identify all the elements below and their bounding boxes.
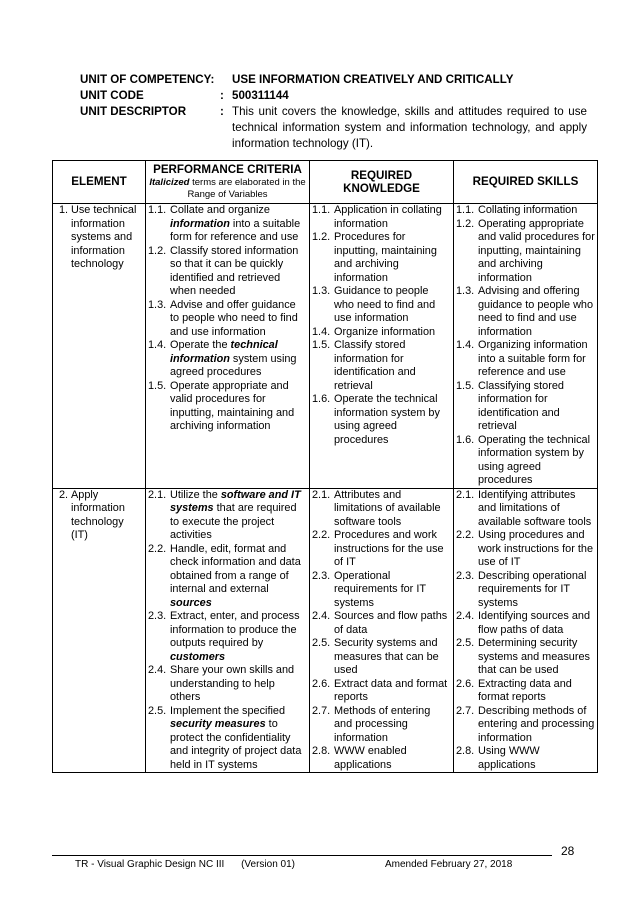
performance-criteria-title: PERFORMANCE CRITERIA [153,163,302,177]
criteria-item [148,705,307,773]
element-cell [53,204,146,489]
item-text: Security systems and measures that can be used [334,637,439,676]
range-term: technical information [170,339,278,365]
knowledge-item [312,529,451,570]
knowledge-item [312,339,451,393]
item-number: 2.5. [148,704,167,717]
knowledge-item [312,570,451,611]
item-number: 2.3. [456,569,475,582]
unit-of-competency-label: UNIT OF COMPETENCY: [80,73,215,86]
text-run: Operate appropriate and valid procedures for inputting, maintaining and archiving information [170,379,295,432]
item-number: 1.2. [312,231,331,243]
skills-item [456,380,595,434]
skills-item [456,570,595,611]
header-element: ELEMENT [53,161,146,204]
item-text: Collating information [478,204,578,216]
item-text: Organizing information into a suitable form for reference and use [478,339,588,378]
header-performance-criteria [146,161,310,204]
knowledge-item [312,285,451,326]
item-number: 1.5. [456,379,475,392]
text-run: Collate and organize [170,204,270,216]
text-run: Classify stored information so that it can be quickly identified and retrieved when needed [170,244,299,297]
item-number: 1.4. [456,339,475,351]
item-number: 2.4. [312,610,331,622]
italicized-word: Italicized [149,176,190,188]
unit-descriptor-label: UNIT DESCRIPTOR [80,105,187,118]
skills-item [456,610,595,637]
skills-item [456,204,595,218]
table-body [53,204,598,773]
item-text: Using procedures and work instructions for the use of IT [478,529,594,568]
skills-item [456,489,595,530]
item-number: 1.1. [148,204,167,216]
footer-divider [52,855,552,856]
text-run: into a suitable form for reference and use [170,217,301,243]
text-run: Operate the [170,339,231,351]
range-term: customers [170,650,226,663]
table-row [53,488,598,773]
item-text: Using WWW applications [478,745,540,771]
footer-version: (Version 01) [241,859,296,870]
colon: : [220,89,224,102]
item-number: 1.3. [148,298,167,311]
item-text: Extract data and format reports [334,677,448,703]
text-run: to protect the confidentiality and integrity of project data held in IT systems [170,718,302,771]
knowledge-item [312,745,451,772]
criteria-item [148,245,307,299]
header-required-knowledge: REQUIRED KNOWLEDGE [310,161,454,204]
item-text: Procedures and work instructions for the use of IT [334,529,444,568]
text-run: Utilize the [170,488,221,501]
item-number: 2.2. [312,529,331,541]
item-number: 1.2. [148,244,167,257]
item-text: Guidance to people who need to find and use information [334,285,436,324]
unit-of-competency-value: USE INFORMATION CREATIVELY AND CRITICALLY [232,73,514,86]
knowledge-item [312,326,451,340]
knowledge-item [312,637,451,678]
item-text [148,380,307,434]
item-text [148,489,307,543]
item-number: 1.6. [312,393,331,405]
item-text [148,610,307,664]
item-text: Methods of entering and processing information [334,704,431,744]
footer-doc-info [75,859,309,870]
item-number: 1.1. [456,204,475,216]
item-number: 2.4. [148,664,167,676]
item-number: 2.7. [456,704,475,717]
criteria-item [148,543,307,611]
item-text [148,299,307,340]
skills-item [456,218,595,286]
page-number: 28 [561,844,575,858]
skills-item [456,339,595,380]
item-text [148,245,307,299]
item-number: 1.1. [312,204,331,216]
item-number: 2.2. [456,529,475,541]
table-row [53,204,598,489]
item-text [148,705,307,773]
element-text: Use technical information systems and information technology [71,204,137,270]
item-number: 2.5. [312,637,331,649]
item-number: 2.1. [456,488,475,501]
colon: : [220,105,224,118]
knowledge-item [312,489,451,530]
item-text: Attributes and limitations of available software tools [334,488,441,528]
range-term: sources [170,596,212,609]
item-text: WWW enabled applications [334,745,407,771]
item-number: 2.3. [312,569,331,582]
knowledge-item [312,393,451,447]
item-text [148,204,307,245]
criteria-item [148,610,307,664]
range-term: information [170,217,230,230]
competency-table [52,160,598,773]
knowledge-item [312,705,451,746]
text-run: Share your own skills and understanding to help others [170,664,295,703]
unit-header [80,72,590,152]
item-text: Extracting data and format reports [478,677,572,703]
criteria-item [148,489,307,543]
item-text: Describing operational requirements for IT systems [478,569,587,609]
performance-criteria-note [148,177,307,201]
item-number: 2.1. [312,488,331,501]
item-number: 2.5. [456,637,475,649]
criteria-item [148,664,307,705]
element-cell [53,488,146,773]
element-text: Apply information technology (IT) [71,488,125,541]
skills-item [456,529,595,570]
item-number: 2.1. [148,488,167,501]
knowledge-cell [310,204,454,489]
knowledge-item [312,204,451,231]
note-rest: terms are elaborated in the Range of Variables [187,176,306,200]
knowledge-item [312,231,451,285]
text-run: system using agreed procedures [170,352,297,378]
item-text: Classify stored information for identification and retrieval [334,339,416,392]
criteria-cell [146,488,310,773]
range-term: security measures [170,718,266,730]
text-run: Advise and offer guidance to people who need to find and use information [170,298,298,338]
unit-descriptor-value: This unit covers the knowledge, skills and attitudes required to use technical information system and information technology, and apply information technology (IT). [232,105,587,150]
item-number: 2.8. [312,745,331,757]
text-run: Handle, edit, format and check information and data obtained from a range of internal and external [170,542,301,595]
item-text: Procedures for inputting, maintaining and archiving information [334,231,437,284]
item-number: 1.5. [148,379,167,392]
criteria-item [148,204,307,245]
item-number: 2.2. [148,542,167,555]
item-text: Application in collating information [334,204,442,230]
item-text: Classifying stored information for identification and retrieval [478,379,564,432]
item-number: 1.2. [456,217,475,230]
item-number: 1.5. [312,339,331,351]
criteria-cell [146,204,310,489]
item-number: 2.4. [456,610,475,622]
text-run: that are required to execute the project activities [170,502,297,541]
knowledge-cell [310,488,454,773]
skills-item [456,637,595,678]
item-number: 1.3. [312,285,331,297]
item-number: 2.7. [312,704,331,717]
item-text: Describing methods of entering and processing information [478,704,595,744]
element-number: 1. [59,204,69,216]
skills-cell [454,488,598,773]
skills-item [456,678,595,705]
item-text: Identifying sources and flow paths of data [478,610,591,636]
item-text [148,664,307,705]
criteria-item [148,380,307,434]
footer-amended: Amended February 27, 2018 [385,859,513,870]
element-number: 2. [59,488,69,501]
item-text: Operational requirements for IT systems [334,569,426,609]
skills-item [456,745,595,772]
criteria-item [148,299,307,340]
text-run: Implement the specified [170,704,286,717]
criteria-item [148,339,307,380]
item-text: Operating the technical information system by using agreed procedures [478,433,591,486]
item-text [148,339,307,380]
skills-item [456,705,595,746]
header-required-skills: REQUIRED SKILLS [454,161,598,204]
unit-code-label: UNIT CODE [80,89,144,102]
knowledge-item [312,610,451,637]
range-term: software and IT systems [170,488,301,514]
item-text: Sources and flow paths of data [334,610,448,636]
item-text: Operate the technical information system by using agreed procedures [334,393,440,446]
skills-cell [454,204,598,489]
skills-item [456,434,595,488]
item-number: 2.8. [456,745,475,757]
item-text: Operating appropriate and valid procedures for inputting, maintaining and archiving information [478,217,595,284]
item-text: Identifying attributes and limitations of available software tools [478,488,592,528]
item-number: 2.3. [148,610,167,622]
item-text [148,543,307,611]
item-number: 1.4. [312,325,331,338]
item-number: 1.6. [456,433,475,446]
footer-doc-title: TR - Visual Graphic Design NC III [75,859,225,870]
text-run: Extract, enter, and process information to produce the outputs required by [170,610,300,649]
knowledge-item [312,678,451,705]
item-number: 2.6. [312,677,331,690]
unit-code-value: 500311144 [232,89,289,102]
item-text: Determining security systems and measures that can be used [478,637,590,676]
item-number: 2.6. [456,677,475,690]
item-number: 1.4. [148,339,167,351]
item-text: Organize information [334,325,436,338]
item-number: 1.3. [456,285,475,297]
skills-item [456,285,595,339]
item-text: Advising and offering guidance to people who need to find and use information [478,285,594,338]
